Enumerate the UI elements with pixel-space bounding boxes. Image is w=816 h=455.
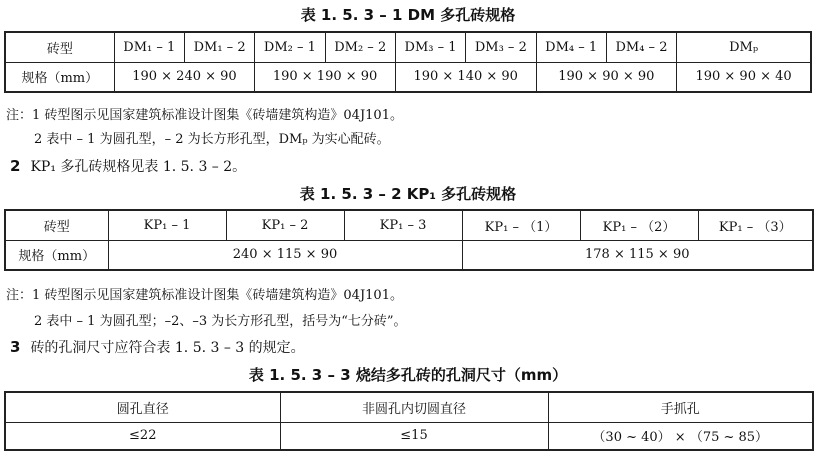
table1-note-2: 2 表中 – 1 为圆孔型，– 2 为长方形孔型，DMₚ 为实心配砖。 — [34, 132, 390, 147]
table2-header-cell: 砖型 — [5, 210, 108, 240]
paragraph-3-number: 3 — [10, 338, 21, 356]
table3-value-cell: （30 ~ 40） × （75 ~ 85） — [548, 422, 813, 450]
table1-header-cell: DM₃ – 2 — [466, 32, 536, 62]
table3-value-cell: ≤15 — [280, 422, 548, 450]
table1-row-label: 规格（mm） — [5, 62, 114, 92]
paragraph-3 — [10, 337, 305, 357]
table3-header-cell: 非圆孔内切圆直径 — [280, 392, 548, 422]
table2-value-cell: 240 × 115 × 90 — [108, 240, 462, 270]
table1-header-cell: DM₁ – 1 — [114, 32, 184, 62]
table2 — [4, 209, 814, 271]
table1-header-cell: DM₂ – 2 — [325, 32, 395, 62]
table1-header-cell: DM₄ – 2 — [606, 32, 676, 62]
table1-header-cell: DM₃ – 1 — [395, 32, 465, 62]
paragraph-3-text: 砖的孔洞尺寸应符合表 1. 5. 3 – 3 的规定。 — [30, 340, 305, 356]
table3-title: 表 1. 5. 3 – 3 烧结多孔砖的孔洞尺寸（mm） — [248, 366, 568, 384]
table1-title: 表 1. 5. 3 – 1 DM 多孔砖规格 — [300, 6, 516, 24]
table2-header-cell: KP₁ – 3 — [344, 210, 462, 240]
table1-header-cell: DM₄ – 1 — [536, 32, 606, 62]
table2-title: 表 1. 5. 3 – 2 KP₁ 多孔砖规格 — [299, 185, 517, 203]
table3-header-cell: 圆孔直径 — [5, 392, 280, 422]
table1-value-cell: 190 × 140 × 90 — [395, 62, 536, 92]
table2-value-cell: 178 × 115 × 90 — [462, 240, 813, 270]
table1 — [4, 31, 812, 93]
table2-note-1: 注：1 砖型图示见国家建筑标准设计图集《砖墙建筑构造》04J101。 — [6, 288, 403, 303]
table1-header-cell: 砖型 — [5, 32, 114, 62]
table1-header-cell: DM₂ – 1 — [255, 32, 325, 62]
paragraph-2-number: 2 — [10, 157, 21, 175]
paragraph-2-text: KP₁ 多孔砖规格见表 1. 5. 3 – 2。 — [30, 159, 247, 175]
table1-header-cell: DM₁ – 2 — [184, 32, 254, 62]
table2-header-cell: KP₁ – （2） — [580, 210, 698, 240]
paragraph-2 — [10, 156, 246, 176]
table2-row-label: 规格（mm） — [5, 240, 108, 270]
table3-value-cell: ≤22 — [5, 422, 280, 450]
table2-note-2: 2 表中 – 1 为圆孔型；–2、–3 为长方形孔型，括号为“七分砖”。 — [34, 314, 407, 329]
table1-note-1: 注：1 砖型图示见国家建筑标准设计图集《砖墙建筑构造》04J101。 — [6, 108, 403, 123]
table2-header-cell: KP₁ – （1） — [462, 210, 580, 240]
table1-value-cell: 190 × 190 × 90 — [255, 62, 396, 92]
table2-header-cell: KP₁ – 1 — [108, 210, 226, 240]
table3 — [4, 391, 814, 451]
table1-value-cell: 190 × 90 × 40 — [677, 62, 811, 92]
table1-value-cell: 190 × 90 × 90 — [536, 62, 677, 92]
table3-header-cell: 手抓孔 — [548, 392, 813, 422]
table2-header-cell: KP₁ – （3） — [698, 210, 813, 240]
table1-value-cell: 190 × 240 × 90 — [114, 62, 255, 92]
table2-header-cell: KP₁ – 2 — [226, 210, 344, 240]
table1-header-cell: DMₚ — [677, 32, 811, 62]
